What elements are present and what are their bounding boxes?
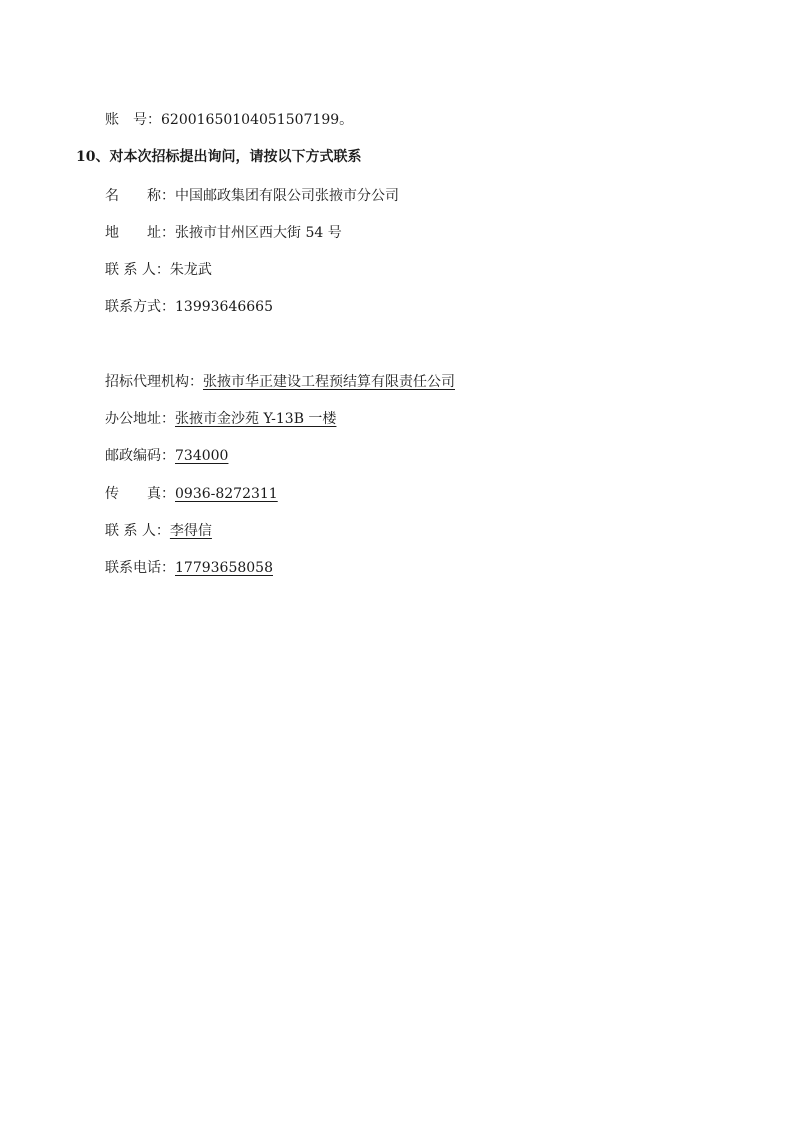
field-value: 17793658058 [175, 560, 273, 576]
agency-address-line [105, 409, 336, 429]
field-label: 地 址： [105, 225, 175, 241]
field-value: 734000 [175, 448, 229, 464]
purchaser-name-line [105, 186, 399, 206]
field-value: 朱龙武 [169, 262, 212, 278]
agency-name-line [105, 372, 455, 392]
purchaser-phone-line [105, 297, 273, 317]
field-label: 联 系 人： [105, 262, 170, 278]
purchaser-address-line [105, 223, 342, 243]
account-line [105, 110, 353, 130]
field-value: 中国邮政集团有限公司张掖市分公司 [175, 188, 399, 204]
purchaser-contact-line [105, 260, 212, 280]
field-label: 传 真： [105, 486, 175, 502]
field-label: 名 称： [105, 188, 175, 204]
account-label: 账 号： [105, 112, 161, 128]
field-value: 13993646665 [175, 299, 273, 315]
section-heading: 10、对本次招标提出询问，请按以下方式联系 [76, 149, 362, 165]
field-label: 邮政编码： [105, 448, 175, 464]
field-value: 张掖市甘州区西大街 54 号 [175, 225, 342, 241]
field-label: 联系电话： [105, 560, 175, 576]
field-value: 张掖市华正建设工程预结算有限责任公司 [203, 374, 455, 390]
field-value: 李得信 [169, 523, 212, 539]
agency-contact-line [105, 521, 212, 541]
field-label: 办公地址： [105, 411, 175, 427]
field-label: 联系方式： [105, 299, 175, 315]
agency-postcode-line [105, 446, 228, 466]
field-value: 张掖市金沙苑 Y-13B 一楼 [175, 411, 337, 427]
field-value: 0936-8272311 [175, 486, 278, 502]
agency-phone-line [105, 558, 273, 578]
field-label: 联 系 人： [105, 523, 170, 539]
agency-fax-line [105, 484, 278, 504]
account-value: 62001650104051507199。 [161, 112, 354, 128]
field-label: 招标代理机构： [105, 374, 203, 390]
